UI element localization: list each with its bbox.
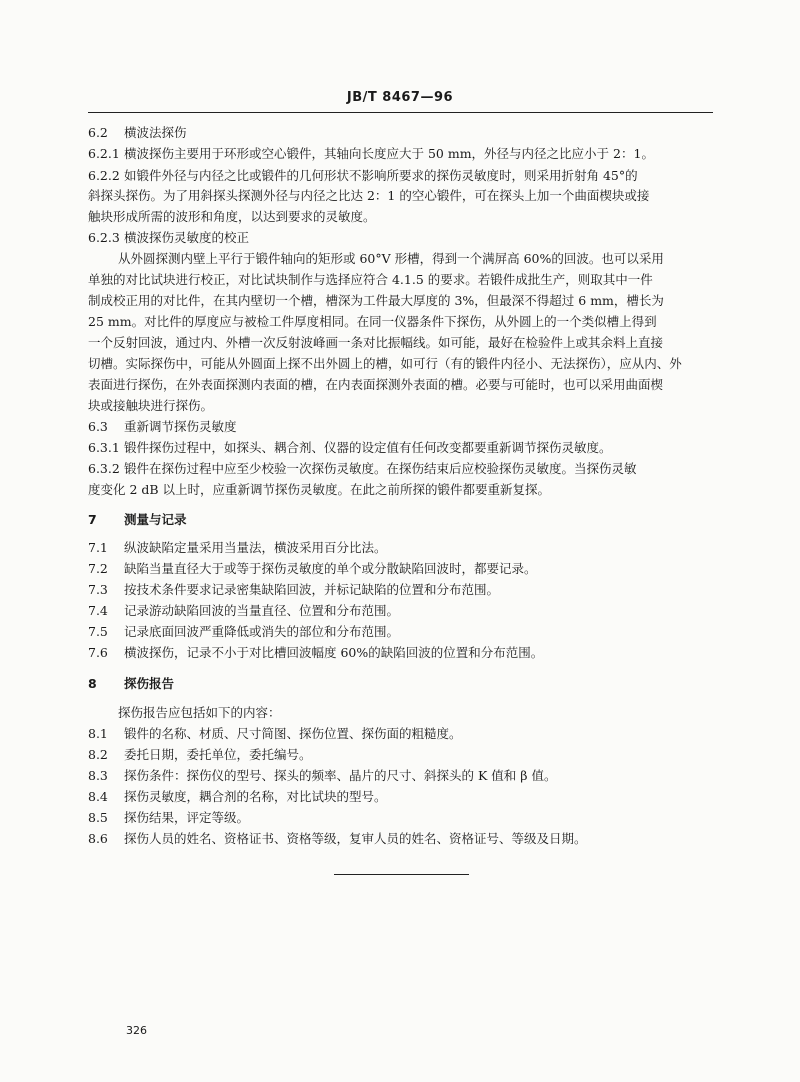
end-rule [334, 874, 469, 875]
clause-line [88, 601, 713, 621]
clause-text: 记录底面回波严重降低或消失的部位和分布范围。 [124, 624, 400, 639]
body-text-line [88, 312, 713, 332]
clause-text: 表面进行探伤，在外表面探测内表面的槽，在内表面探测外表面的槽。必要与可能时，也可以采用曲面楔 [88, 377, 664, 392]
clause-text: 制成校正用的对比件，在其内壁切一个槽，槽深为工件最大厚度的 3%，但最深不得超过 6 mm，槽长为 [88, 293, 664, 308]
clause-text: 锻件探伤过程中，如探头、耦合剂、仪器的设定值有任何改变都要重新调节探伤灵敏度。 [124, 440, 612, 455]
clause-text: 切槽。实际探伤中，可能从外圆面上探不出外圆上的槽，如可行（有的锻件内径小、无法探伤），应从内、外 [88, 356, 682, 371]
clause-text: 探伤报告 [124, 676, 175, 691]
standard-code-header: JB/T 8467—96 [346, 90, 454, 105]
clause-text: 25 mm。对比件的厚度应与被检工件厚度相同。在同一仪器条件下探伤，从外圆上的一个类似槽上得到 [88, 314, 657, 329]
clause-text: 探伤报告应包括如下的内容： [118, 705, 281, 720]
clause-text: 缺陷当量直径大于或等于探伤灵敏度的单个或分散缺陷回波时，都要记录。 [124, 561, 537, 576]
clause-number: 8.3 [88, 768, 108, 783]
clause-line [88, 724, 713, 744]
clause-number: 8.1 [88, 726, 108, 741]
clause-number: 7.3 [88, 582, 108, 597]
body-text-line [88, 270, 713, 290]
clause-line [88, 766, 713, 786]
clause-line [88, 438, 713, 458]
clause-text: 一个反射回波，通过内、外槽一次反射波峰画一条对比振幅线。如可能，最好在检验件上或其余料上直接 [88, 335, 664, 350]
body-text-line [118, 249, 713, 269]
clause-line [88, 580, 713, 600]
clause-text: 委托日期，委托单位，委托编号。 [124, 747, 312, 762]
body-text-line [88, 207, 713, 227]
clause-line [88, 123, 713, 143]
clause-line [88, 829, 713, 849]
clause-text: 纵波缺陷定量采用当量法，横波采用百分比法。 [124, 540, 387, 555]
body-text-line [88, 396, 713, 416]
clause-text: 单独的对比试块进行校正，对比试块制作与选择应符合 4.1.5 的要求。若锻件成批生产，则取其中一件 [88, 272, 653, 287]
clause-line [88, 559, 713, 579]
header-rule [88, 112, 713, 113]
clause-line [88, 417, 713, 437]
clause-number: 6.3.2 [88, 461, 120, 476]
clause-number: 7.5 [88, 624, 108, 639]
body-text-line [88, 375, 713, 395]
clause-number: 7.2 [88, 561, 108, 576]
clause-number: 8.5 [88, 810, 108, 825]
clause-text: 如锻件外径与内径之比或锻件的几何形状不影响所要求的探伤灵敏度时，则采用折射角 45°的 [124, 168, 638, 183]
clause-number: 8.6 [88, 831, 108, 846]
clause-text: 横波探伤，记录不小于对比槽回波幅度 60%的缺陷回波的位置和分布范围。 [124, 645, 544, 660]
clause-line [88, 166, 713, 186]
body-text-line [88, 480, 713, 500]
clause-text: 探伤灵敏度，耦合剂的名称，对比试块的型号。 [124, 789, 387, 804]
clause-number: 8.2 [88, 747, 108, 762]
body-text-line [88, 291, 713, 311]
section-heading [88, 674, 713, 694]
clause-number: 6.2.1 [88, 146, 120, 161]
body-text-line [88, 333, 713, 353]
clause-line [88, 144, 713, 164]
page-number: 326 [126, 1024, 147, 1037]
clause-line [88, 459, 713, 479]
clause-text: 探伤条件：探伤仪的型号、探头的频率、晶片的尺寸、斜探头的 K 值和 β 值。 [124, 768, 557, 783]
body-text-line [118, 703, 713, 723]
clause-number: 8 [88, 676, 97, 691]
clause-text: 斜探头探伤。为了用斜探头探测外径与内径之比达 2：1 的空心锻件，可在探头上加一个曲面楔块或接 [88, 188, 650, 203]
clause-text: 从外圆探测内壁上平行于锻件轴向的矩形或 60°V 形槽，得到一个满屏高 60%的回波。也可以采用 [118, 251, 664, 266]
clause-line [88, 228, 713, 248]
clause-text: 横波探伤主要用于环形或空心锻件，其轴向长度应大于 50 mm，外径与内径之比应小于 2：1。 [124, 146, 654, 161]
clause-text: 锻件的名称、材质、尺寸简图、探伤位置、探伤面的粗糙度。 [124, 726, 462, 741]
clause-text: 测量与记录 [124, 512, 187, 527]
clause-line [88, 745, 713, 765]
clause-line [88, 787, 713, 807]
clause-text: 横波探伤灵敏度的校正 [124, 230, 250, 245]
clause-text: 锻件在探伤过程中应至少校验一次探伤灵敏度。在探伤结束后应校验探伤灵敏度。当探伤灵敏 [124, 461, 637, 476]
clause-number: 7.1 [88, 540, 108, 555]
clause-number: 6.2.3 [88, 230, 120, 245]
clause-line [88, 808, 713, 828]
clause-number: 7.4 [88, 603, 108, 618]
clause-text: 探伤结果，评定等级。 [124, 810, 250, 825]
clause-text: 块或接触块进行探伤。 [88, 398, 214, 413]
clause-line [88, 622, 713, 642]
clause-number: 6.3.1 [88, 440, 120, 455]
clause-text: 重新调节探伤灵敏度 [124, 419, 237, 434]
clause-line [88, 643, 713, 663]
section-heading [88, 510, 713, 530]
clause-text: 横波法探伤 [124, 125, 187, 140]
clause-number: 6.3 [88, 419, 108, 434]
clause-text: 触块形成所需的波形和角度，以达到要求的灵敏度。 [88, 209, 376, 224]
clause-number: 6.2.2 [88, 168, 120, 183]
clause-text: 记录游动缺陷回波的当量直径、位置和分布范围。 [124, 603, 400, 618]
clause-text: 探伤人员的姓名、资格证书、资格等级，复审人员的姓名、资格证号、等级及日期。 [124, 831, 587, 846]
clause-number: 7 [88, 512, 97, 527]
clause-number: 8.4 [88, 789, 108, 804]
clause-number: 7.6 [88, 645, 108, 660]
clause-line [88, 538, 713, 558]
clause-text: 度变化 2 dB 以上时，应重新调节探伤灵敏度。在此之前所探的锻件都要重新复探。 [88, 482, 551, 497]
body-text-line [88, 354, 713, 374]
clause-number: 6.2 [88, 125, 108, 140]
clause-text: 按技术条件要求记录密集缺陷回波，并标记缺陷的位置和分布范围。 [124, 582, 500, 597]
body-text-line [88, 186, 713, 206]
